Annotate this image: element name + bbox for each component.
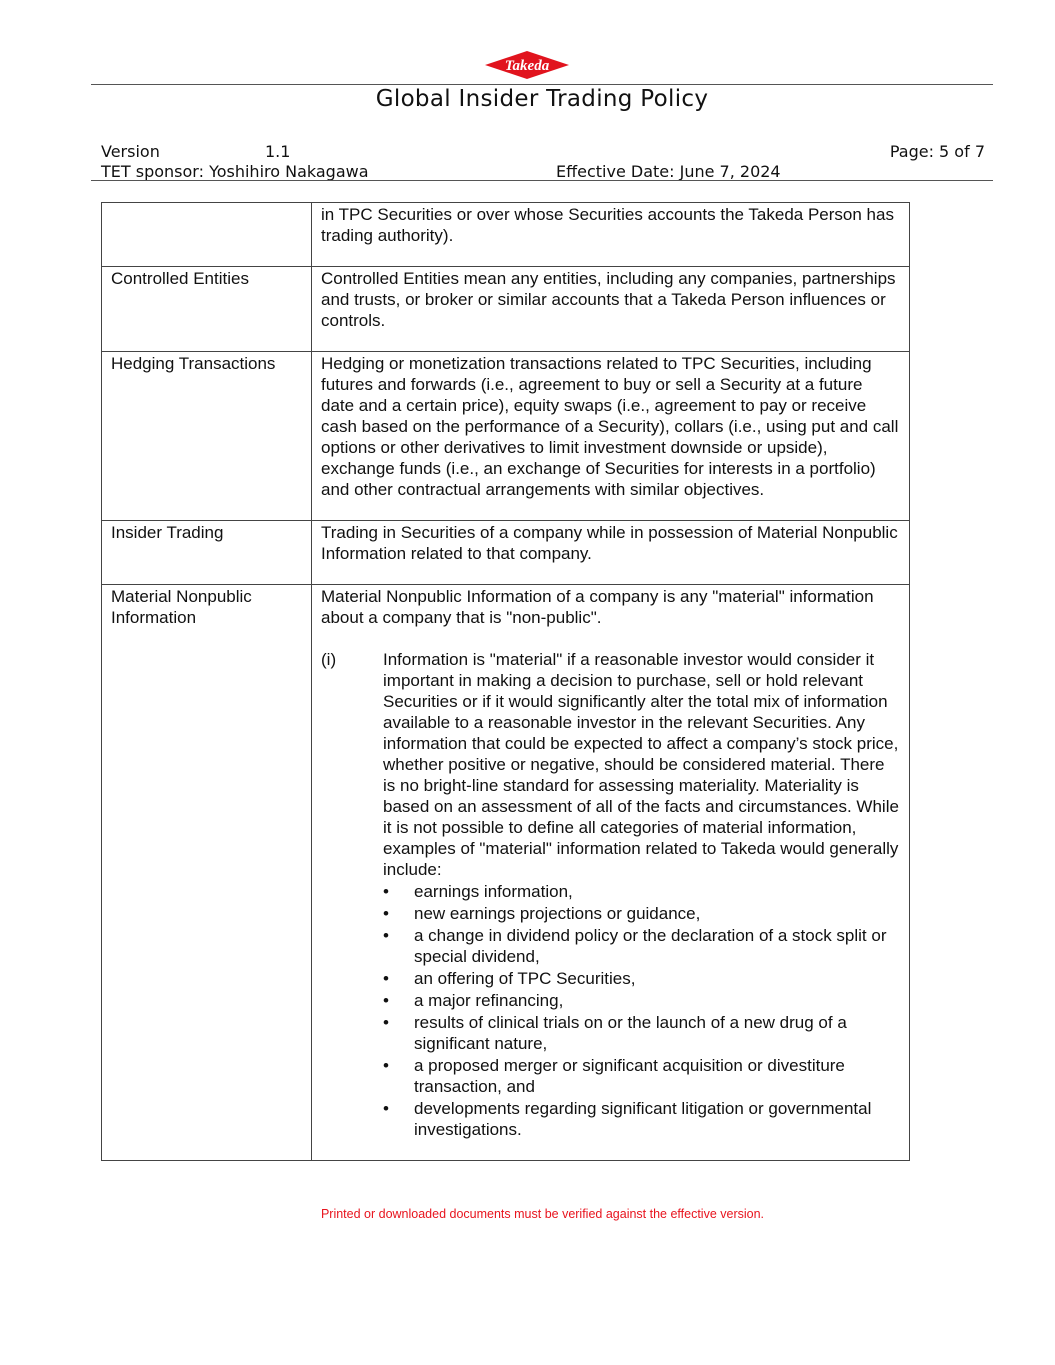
list-item: • new earnings projections or guidance, bbox=[383, 903, 900, 924]
page-number: Page: 5 of 7 bbox=[889, 142, 985, 161]
takeda-logo bbox=[483, 50, 571, 80]
list-item: • earnings information, bbox=[383, 881, 900, 902]
list-item: • results of clinical trials on or the launch of a new drug of a significant nature, bbox=[383, 1012, 900, 1054]
item-number: (i) bbox=[321, 650, 337, 669]
definition-intro: Material Nonpublic Information of a company is any "material" information about a company that is "non-public". bbox=[321, 587, 874, 627]
list-item: • a major refinancing, bbox=[383, 990, 900, 1011]
effective-date: Effective Date: June 7, 2024 bbox=[556, 162, 781, 181]
definition-cell: Hedging or monetization transactions related to TPC Securities, including futures and forwards (i.e., agreement to buy or sell a Security at a future date and a certain price), equity swaps (i.e., agreement to pay or receive cash based on the performance of a Security), collars (i.e., using put and call options or other derivatives to limit investment downside or upside), exchange funds (i.e., an exchange of Securities for interests in a portfolio) and other contractual arrangements with similar objectives. bbox=[312, 352, 910, 521]
table-row bbox=[102, 267, 910, 352]
definition-cell: Trading in Securities of a company while in possession of Material Nonpublic Information related to that company. bbox=[312, 521, 910, 585]
term-cell: Insider Trading bbox=[102, 521, 312, 585]
definition-cell: Controlled Entities mean any entities, including any companies, partnerships and trusts, or broker or similar accounts that a Takeda Person influences or controls. bbox=[312, 267, 910, 352]
numbered-item bbox=[321, 649, 900, 1140]
version-value: 1.1 bbox=[265, 142, 291, 161]
term-cell: Material Nonpublic Information bbox=[102, 585, 312, 1161]
header-rule-top bbox=[91, 84, 993, 85]
table-row bbox=[102, 585, 910, 1161]
definition-cell: in TPC Securities or over whose Securities accounts the Takeda Person has trading authority). bbox=[312, 203, 910, 267]
table-row bbox=[102, 521, 910, 585]
table-row bbox=[102, 352, 910, 521]
bullet-list bbox=[383, 881, 900, 1140]
table-row bbox=[102, 203, 910, 267]
tet-sponsor: TET sponsor: Yoshihiro Nakagawa bbox=[101, 162, 369, 181]
list-item: • a proposed merger or significant acquisition or divestiture transaction, and bbox=[383, 1055, 900, 1097]
logo-text: Takeda bbox=[504, 58, 550, 74]
term-cell: Hedging Transactions bbox=[102, 352, 312, 521]
list-item: • a change in dividend policy or the declaration of a stock split or special dividend, bbox=[383, 925, 900, 967]
term-cell bbox=[102, 203, 312, 267]
header-rule-bottom bbox=[91, 180, 993, 181]
definitions-table bbox=[101, 202, 910, 1161]
list-item: • an offering of TPC Securities, bbox=[383, 968, 900, 989]
item-body bbox=[383, 649, 900, 1140]
list-item: • developments regarding significant litigation or governmental investigations. bbox=[383, 1098, 900, 1140]
term-cell: Controlled Entities bbox=[102, 267, 312, 352]
definition-cell bbox=[312, 585, 910, 1161]
page-title: Global Insider Trading Policy bbox=[375, 86, 709, 112]
footer-notice: Printed or downloaded documents must be verified against the effective version. bbox=[320, 1207, 765, 1221]
item-text: Information is "material" if a reasonable investor would consider it important in making a decision to purchase, sell or hold relevant Securities or if it would significantly alter the total mix of information available to a reasonable investor in the relevant Securities. Any information that could be expected to affect a company’s stock price, whether positive or negative, should be considered material. There is no bright-line standard for assessing materiality. Materiality is based on an assessment of all of the facts and circumstances. While it is not possible to define all categories of material information, examples of "material" information related to Takeda would generally include: bbox=[383, 650, 899, 879]
version-label: Version bbox=[101, 142, 160, 161]
